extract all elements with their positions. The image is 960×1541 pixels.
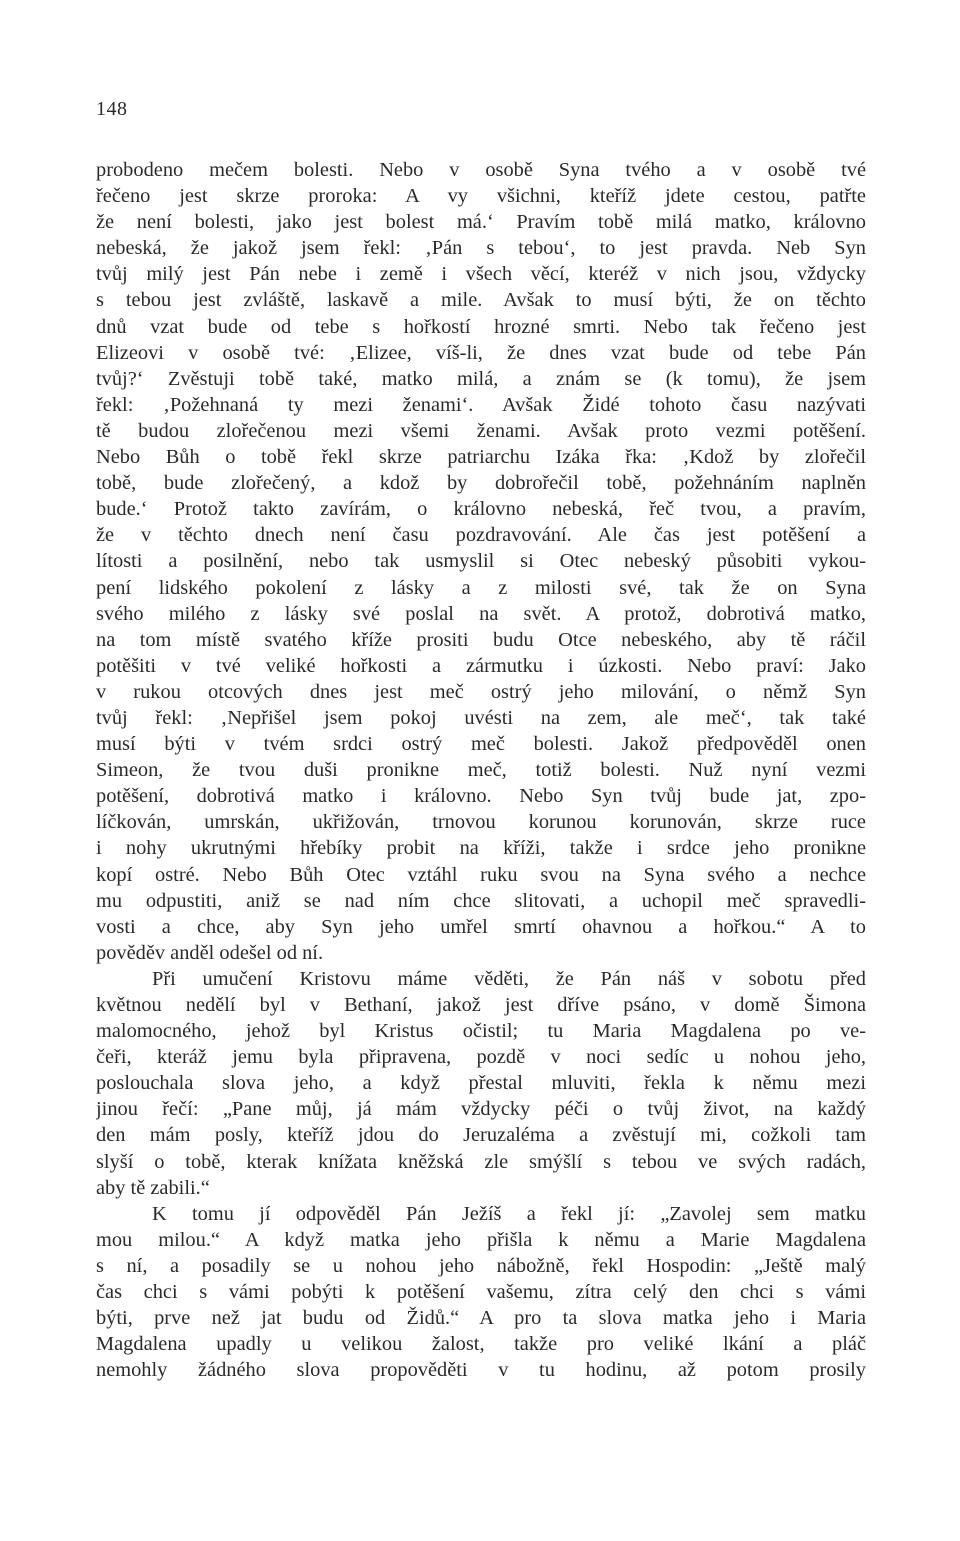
text-line: potěšení, dobrotivá matko i královno. Nebo Syn tvůj bude jat, zpo- (96, 785, 866, 808)
text-line: i nohy ukrutnými hřebíky probit na kříži, takže i srdce jeho pronikne (96, 837, 866, 860)
text-line: s tebou jest zvláště, laskavě a mile. Avšak to musí býti, že on těchto (96, 289, 866, 312)
text-line: tvůj řekl: ‚Nepřišel jsem pokoj uvésti na zem, ale meč‘, tak také (96, 706, 866, 729)
text-line: Při umučení Kristovu máme věděti, že Pán náš v sobotu před (152, 967, 866, 990)
text-line: tvůj milý jest Pán nebe i země i všech věcí, kteréž v nich jsou, vždycky (96, 263, 866, 286)
text-line: poslouchala slova jeho, a když přestal mluviti, řekla k němu mezi (96, 1072, 866, 1095)
text-line: nemohly žádného slova propověděti v tu hodinu, až potom prosily (96, 1359, 866, 1382)
text-line: Simeon, že tvou duši pronikne meč, totiž bolesti. Nuž nyní vezmi (96, 759, 866, 782)
text-line: Nebo Bůh o tobě řekl skrze patriarchu Izáka řka: ‚Kdož by zlořečil (96, 446, 866, 469)
text-line: probodeno mečem bolesti. Nebo v osobě Syna tvého a v osobě tvé (96, 159, 866, 181)
text-line: pení lidského pokolení z lásky a z milosti své, tak že on Syna (96, 576, 866, 599)
text-line: den mám posly, kteříž jdou do Jeruzaléma a zvěstují mi, cožkoli tam (96, 1124, 866, 1147)
body-text (96, 157, 866, 1383)
text-line: svého milého z lásky své poslal na svět. A protož, dobrotivá matko, (96, 602, 866, 625)
text-line: dnů vzat bude od tebe s hořkostí hrozné smrti. Nebo tak řečeno jest (96, 315, 866, 338)
text-line: řečeno jest skrze proroka: A vy všichni, kteříž jdete cestou, patřte (96, 185, 866, 208)
page-number: 148 (96, 98, 128, 120)
text-line: aby tě zabili.“ (96, 1176, 210, 1199)
text-line: slyší o tobě, kterak knížata kněžská zle smýšlí s tebou ve svých radách, (96, 1150, 866, 1173)
text-line: Elizeovi v osobě tvé: ‚Elizee, víš-li, že dnes vzat bude od tebe Pán (96, 341, 866, 364)
text-line: nebeská, že jakož jsem řekl: ‚Pán s tebou‘, to jest pravda. Neb Syn (96, 237, 866, 260)
text-line: jinou řečí: „Pane můj, já mám vždycky péči o tvůj život, na každý (96, 1098, 866, 1121)
text-line: tě budou zlořečenou mezi všemi ženami. Avšak proto vezmi potěšení. (96, 419, 866, 442)
text-line: v rukou otcových dnes jest meč ostrý jeho milování, o němž Syn (96, 680, 866, 703)
text-line: s ní, a posadily se u nohou jeho nábožně, řekl Hospodin: „Ještě malý (96, 1254, 866, 1277)
text-line: květnou nedělí byl v Bethaní, jakož jest dříve psáno, v domě Šimona (96, 994, 866, 1016)
text-line: líčkován, umrskán, ukřižován, trnovou korunou korunován, skrze ruce (96, 811, 866, 834)
text-line: K tomu jí odpověděl Pán Ježíš a řekl jí: „Zavolej sem matku (152, 1202, 866, 1225)
text-line: potěšiti v tvé veliké hořkosti a zármutku i úzkosti. Nebo praví: Jako (96, 654, 866, 677)
text-line: mu odpustiti, aniž se nad ním chce slitovati, a uchopil meč spravedli- (96, 889, 866, 912)
text-line: bude.‘ Protož takto zavírám, o královno nebeská, řeč tvou, a pravím, (96, 498, 866, 521)
text-line: býti, prve než jat budu od Židů.“ A pro ta slova matka jeho i Maria (96, 1307, 866, 1330)
text-line: čas chci s vámi pobýti k potěšení vašemu, zítra celý den chci s vámi (96, 1281, 866, 1304)
text-line: tobě, bude zlořečený, a kdož by dobrořečil tobě, požehnáním naplněn (96, 472, 866, 495)
text-line: čeři, kteráž jemu byla připravena, pozdě v noci sedíc u nohou jeho, (96, 1046, 866, 1069)
text-line: Magdalena upadly u velikou žalost, takže pro veliké lkání a pláč (96, 1333, 866, 1356)
text-line: že v těchto dnech není času pozdravování. Ale čas jest potěšení a (96, 524, 866, 547)
text-line: pověděv anděl odešel od ní. (96, 941, 324, 964)
text-line: vosti a chce, aby Syn jeho umřel smrtí ohavnou a hořkou.“ A to (96, 915, 866, 938)
text-line: na tom místě svatého kříže prositi budu Otce nebeského, aby tě ráčil (96, 628, 866, 651)
text-line: musí býti v tvém srdci ostrý meč bolesti. Jakož předpověděl onen (96, 733, 866, 756)
text-line: řekl: ‚Požehnaná ty mezi ženami‘. Avšak Židé tohoto času nazývati (96, 393, 866, 416)
text-line: že není bolesti, jako jest bolest má.‘ Pravím tobě milá matko, královno (96, 211, 866, 234)
text-line: tvůj?‘ Zvěstuji tobě také, matko milá, a znám se (k tomu), že jsem (96, 367, 866, 390)
text-line: kopí ostré. Nebo Bůh Otec vztáhl ruku svou na Syna svého a nechce (96, 863, 866, 886)
text-line: malomocného, jehož byl Kristus očistil; tu Maria Magdalena po ve- (96, 1020, 866, 1043)
text-line: mou milou.“ A když matka jeho přišla k němu a Marie Magdalena (96, 1228, 866, 1251)
text-line: lítosti a posilnění, nebo tak usmyslil si Otec nebeský působiti vykou- (96, 550, 866, 573)
